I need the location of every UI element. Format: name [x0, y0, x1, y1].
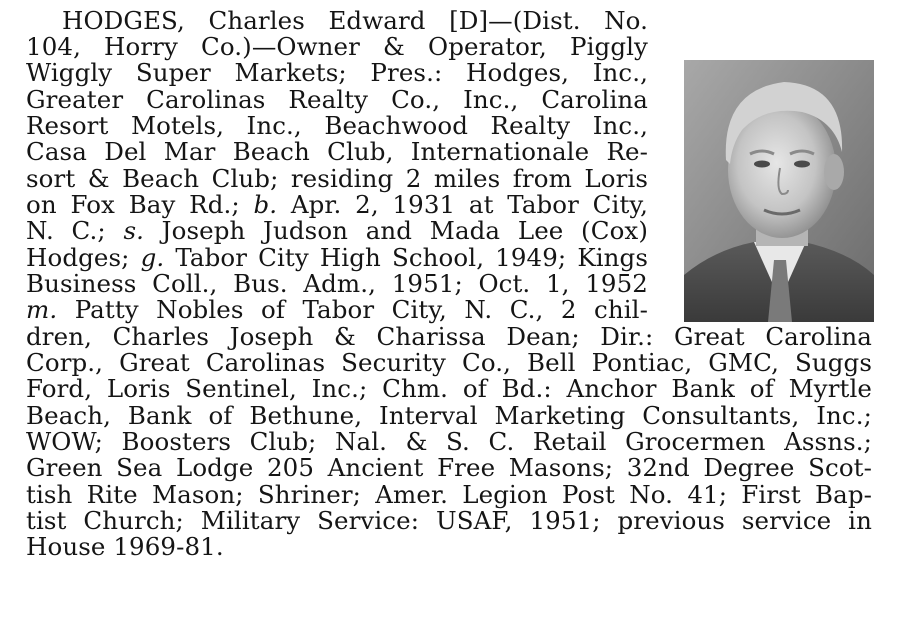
entry-line-18 [26, 455, 872, 481]
portrait-image [684, 60, 874, 322]
entry-line-14 [26, 350, 872, 376]
entry-text-italic: g. [140, 243, 165, 272]
entry-line-3 [26, 60, 648, 86]
portrait-photo [684, 60, 874, 322]
entry-text-italic: s. [123, 216, 144, 245]
entry-text: tish Rite Mason; Shriner; Amer. Legion Post No. 41; First Bap- [26, 480, 872, 509]
entry-line-9 [26, 218, 648, 244]
entry-line-21 [26, 534, 224, 560]
entry-text: Tabor City High School, 1949; Kings [164, 243, 649, 272]
entry-line-12 [26, 297, 648, 323]
entry-text: on Fox Bay Rd.; [26, 190, 254, 219]
entry-text: Casa Del Mar Beach Club, Internationale Re- [26, 137, 648, 166]
entry-line-15 [26, 376, 872, 402]
entry-text: 104, Horry Co.)—Owner & Operator, Piggly [26, 32, 648, 61]
entry-text: WOW; Boosters Club; Nal. & S. C. Retail Grocermen Assns.; [26, 427, 872, 456]
entry-line-17 [26, 429, 872, 455]
entry-text-italic: m. [26, 295, 58, 324]
entry-line-10 [26, 245, 648, 271]
entry-line-1 [62, 8, 648, 34]
entry-text: Beach, Bank of Bethune, Interval Marketing Consultants, Inc.; [26, 401, 872, 430]
entry-text: Resort Motels, Inc., Beachwood Realty Inc., [26, 111, 648, 140]
entry-text: tist Church; Military Service: USAF, 1951; previous service in [26, 506, 872, 535]
entry-text: Green Sea Lodge 205 Ancient Free Masons; 32nd Degree Scot- [26, 453, 872, 482]
entry-line-16 [26, 403, 872, 429]
entry-line-2 [26, 34, 648, 60]
entry-line-4 [26, 87, 648, 113]
entry-text: Corp., Great Carolinas Security Co., Bell Pontiac, GMC, Suggs [26, 348, 872, 377]
entry-text: sort & Beach Club; residing 2 miles from Loris [26, 164, 648, 193]
entry-line-13 [26, 324, 872, 350]
entry-text: Wiggly Super Markets; Pres.: Hodges, Inc., [26, 58, 648, 87]
entry-text: Business Coll., Bus. Adm., 1951; Oct. 1, 1952 [26, 269, 648, 298]
entry-line-6 [26, 139, 648, 165]
entry-line-7 [26, 166, 648, 192]
entry-text: Greater Carolinas Realty Co., Inc., Carolina [26, 85, 648, 114]
entry-text: HODGES, Charles Edward [D]—(Dist. No. [62, 6, 648, 35]
entry-text: dren, Charles Joseph & Charissa Dean; Dir.: Great Carolina [26, 322, 872, 351]
entry-text-italic: b. [253, 190, 278, 219]
entry-line-5 [26, 113, 648, 139]
entry-text: Apr. 2, 1931 at Tabor City, [277, 190, 648, 219]
entry-line-19 [26, 482, 872, 508]
entry-text: Joseph Judson and Mada Lee (Cox) [144, 216, 648, 245]
entry-line-20 [26, 508, 872, 534]
entry-line-11 [26, 271, 648, 297]
entry-line-8 [26, 192, 648, 218]
entry-text: Hodges; [26, 243, 141, 272]
entry-text: House 1969-81. [26, 532, 224, 561]
entry-text: Ford, Loris Sentinel, Inc.; Chm. of Bd.: Anchor Bank of Myrtle [26, 374, 872, 403]
entry-text: Patty Nobles of Tabor City, N. C., 2 chil- [57, 295, 648, 324]
entry-text: N. C.; [26, 216, 124, 245]
